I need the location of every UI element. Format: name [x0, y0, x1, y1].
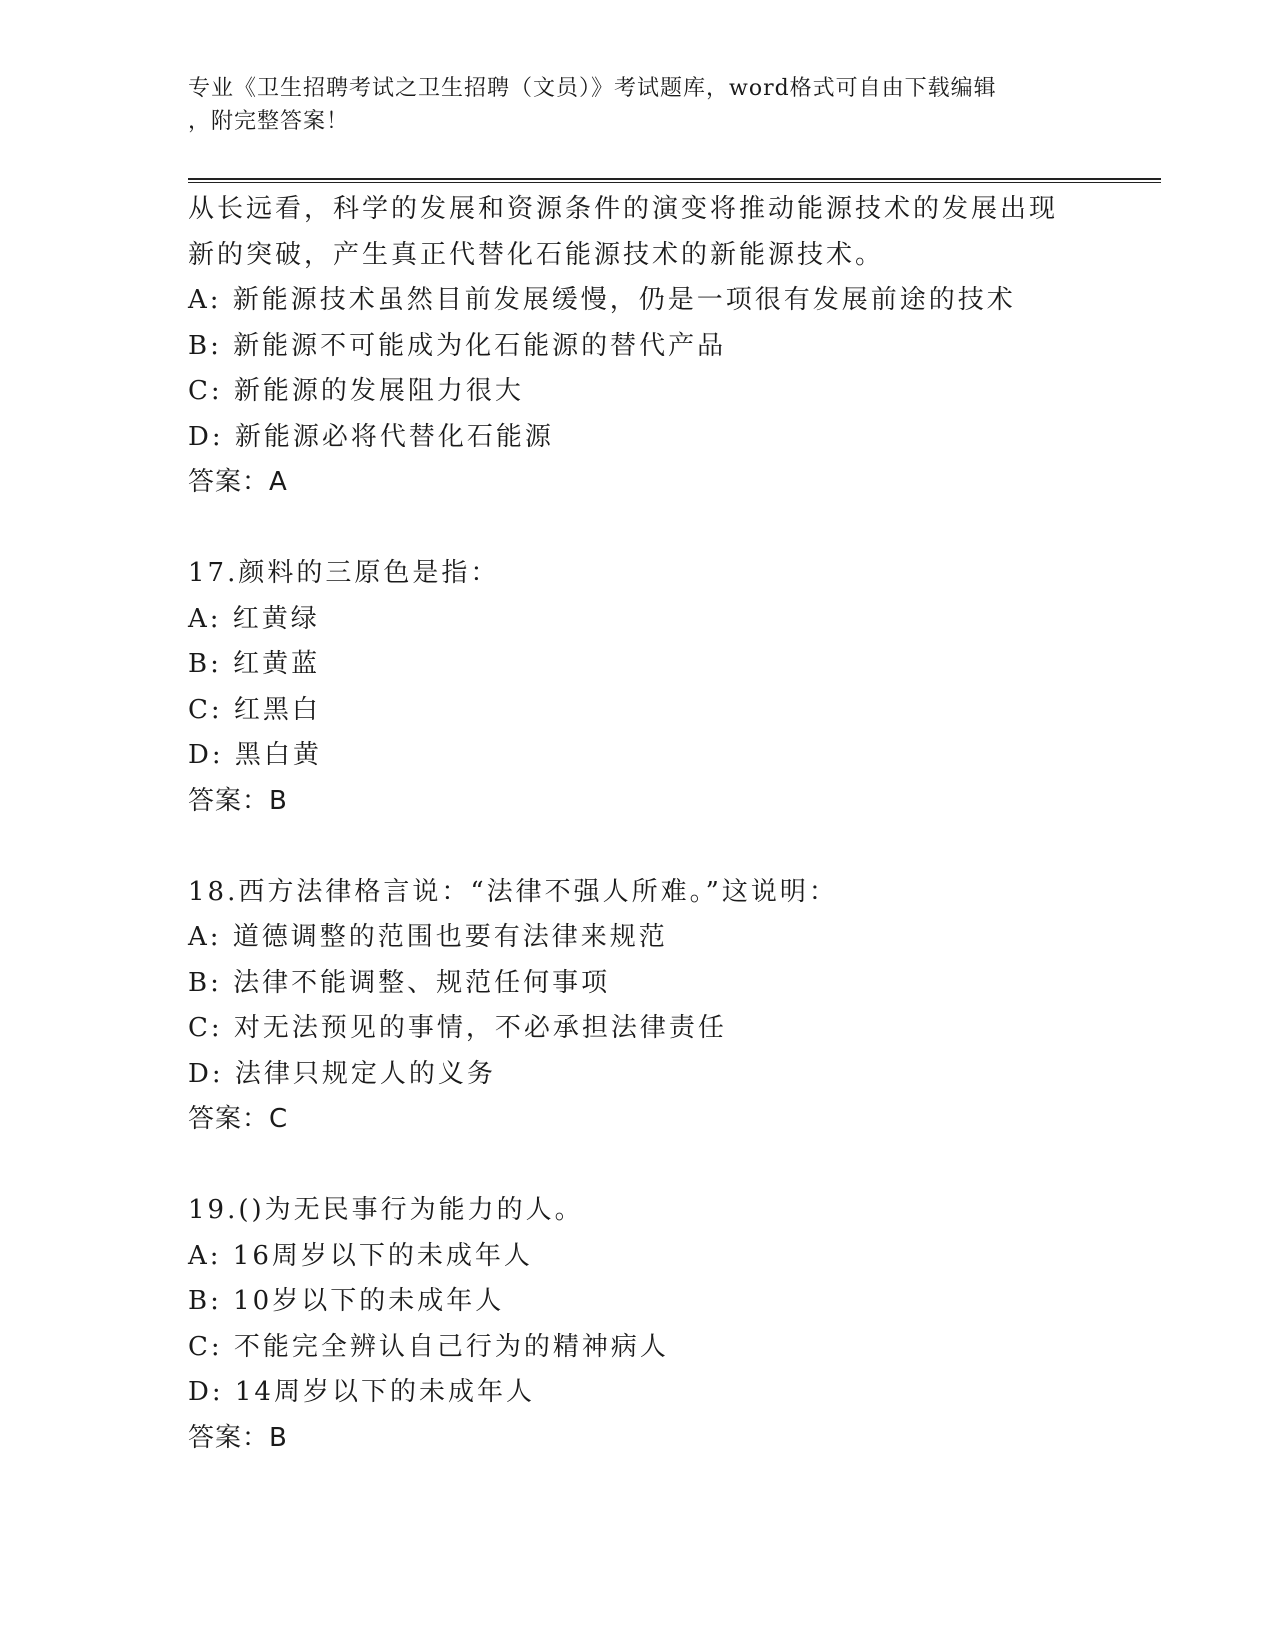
option-a: A: 红黄绿 — [188, 603, 320, 634]
spacer — [188, 824, 1108, 870]
option-d: D: 14周岁以下的未成年人 — [188, 1377, 535, 1407]
option-b: B: 10岁以下的未成年人 — [188, 1286, 505, 1316]
question-block-18 — [188, 870, 1108, 1143]
option-b: B: 红黄蓝 — [188, 649, 321, 679]
question-stem: 17.颜料的三原色是指： — [188, 558, 500, 588]
option-a: A: 16周岁以下的未成年人 — [188, 1240, 533, 1271]
option-b: B: 新能源不可能成为化石能源的替代产品 — [188, 330, 727, 361]
answer-label: 答案：A — [188, 467, 288, 497]
question-stem: 19.()为无民事行为能力的人。 — [188, 1195, 584, 1225]
option-a: A: 新能源技术虽然目前发展缓慢，仍是一项很有发展前途的技术 — [188, 285, 1016, 315]
answer-label: 答案：B — [188, 785, 288, 816]
option-c: C: 新能源的发展阻力很大 — [188, 376, 524, 406]
page-header — [188, 72, 1068, 138]
question-content — [188, 187, 1108, 1461]
answer-label: 答案：C — [188, 1104, 289, 1134]
option-d: D: 黑白黄 — [188, 740, 322, 770]
option-c: C: 对无法预见的事情，不必承担法律责任 — [188, 1013, 727, 1043]
question-block-16 — [188, 187, 1108, 506]
spacer — [188, 506, 1108, 552]
header-title-line-1: 专业《卫生招聘考试之卫生招聘（文员）》考试题库，word格式可自由下载编辑 — [188, 76, 997, 101]
header-divider — [188, 178, 1161, 183]
option-d: D: 新能源必将代替化石能源 — [188, 421, 554, 452]
question-stem: 18.西方法律格言说：“法律不强人所难。”这说明： — [188, 876, 838, 907]
option-b: B: 法律不能调整、规范任何事项 — [188, 967, 611, 998]
question-block-19 — [188, 1188, 1108, 1461]
option-a: A: 道德调整的范围也要有法律来规范 — [188, 922, 668, 952]
question-block-17 — [188, 551, 1108, 824]
answer-label: 答案：B — [188, 1422, 288, 1453]
question-stem-line: 从长远看，科学的发展和资源条件的演变将推动能源技术的发展出现 — [188, 194, 1059, 224]
option-c: C: 红黑白 — [188, 694, 321, 725]
option-c: C: 不能完全辨认自己行为的精神病人 — [188, 1331, 669, 1362]
option-d: D: 法律只规定人的义务 — [188, 1058, 496, 1089]
header-title-line-2: ，附完整答案！ — [188, 109, 350, 134]
spacer — [188, 1143, 1108, 1189]
question-stem-line: 新的突破，产生真正代替化石能源技术的新能源技术。 — [188, 239, 885, 270]
